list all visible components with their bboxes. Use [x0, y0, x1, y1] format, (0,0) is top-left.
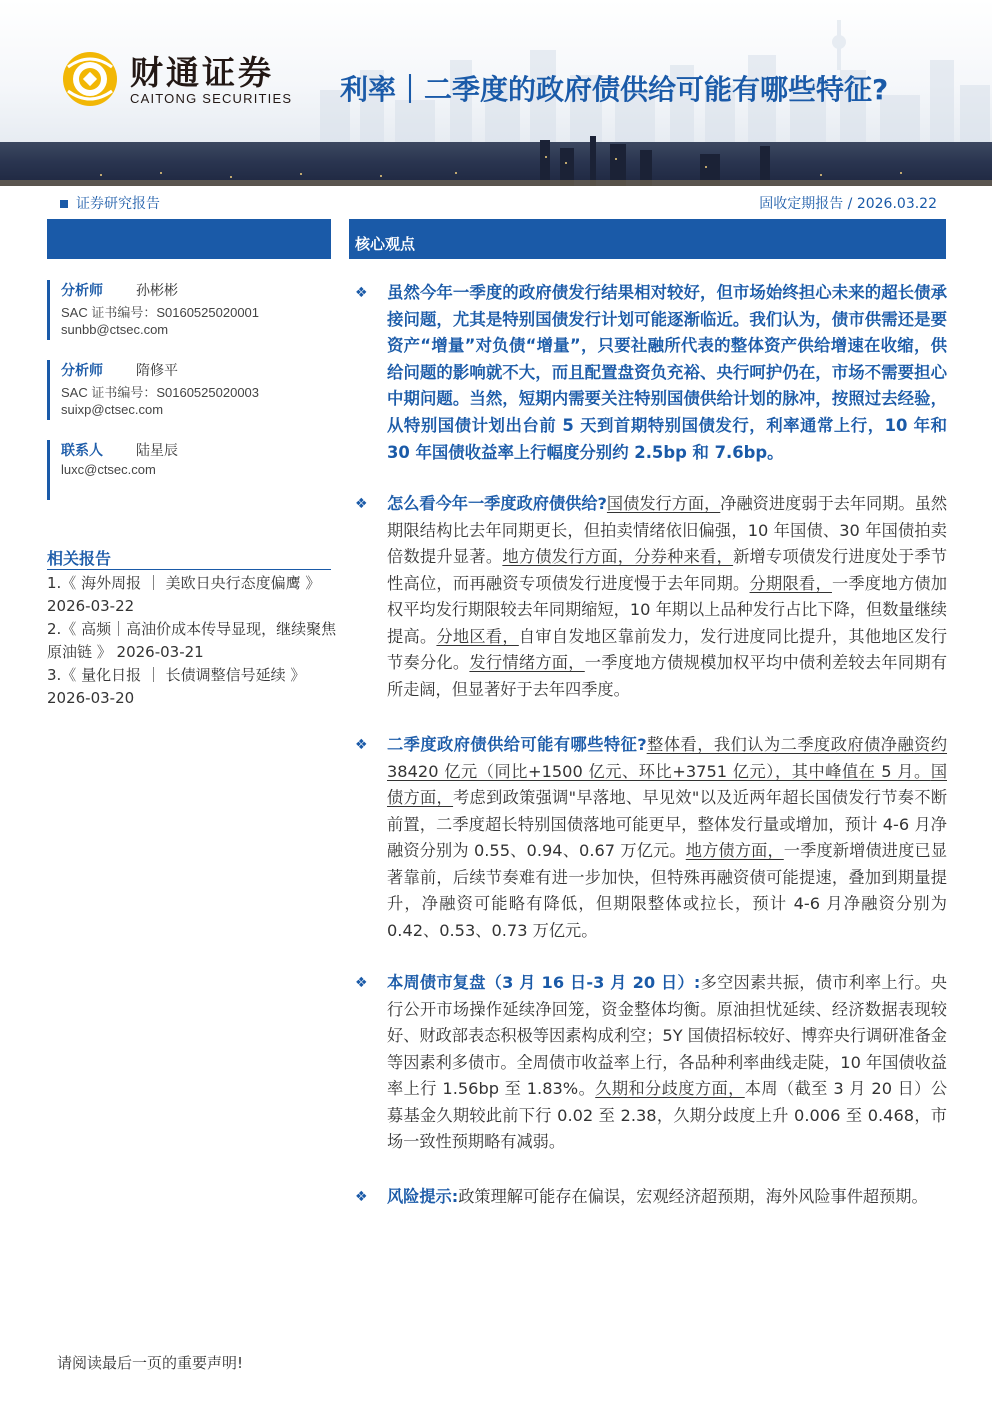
- report-type-label: 证券研究报告: [76, 196, 160, 212]
- related-report-date: 2026-03-22: [47, 597, 135, 615]
- contact-card: [47, 440, 337, 500]
- paragraph-text: 政策理解可能存在偏误，宏观经济超预期，海外风险事件超预期。: [458, 1187, 928, 1206]
- section-heading: 二季度政府债供给可能有哪些特征?: [387, 735, 647, 754]
- diamond-bullet-icon: ❖: [355, 1189, 368, 1205]
- underlined-phrase: 发行情绪方面，: [469, 653, 585, 672]
- paragraph-text: 考虑到政策强调"早落地、早见效"以及近两年超长国债发行节奏不断前置，二季度超长特别国债落地可能更早，整体发行量或增加，预计 4-6 月净融资分别为 0.55、0.94、0.67 万亿元。: [387, 788, 948, 860]
- q2-supply-paragraph: [355, 732, 947, 944]
- underlined-phrase: 国债方面，: [387, 761, 947, 807]
- analyst-name: 孙彬彬: [136, 283, 178, 299]
- core-view-section: [355, 280, 947, 466]
- paragraph-text: 一季度新增债进度已显著靠前，后续节奏难有进一步加快，但特殊再融资债可能提速，叠加到期量提升，净融资可能略有降低，但期限整体或拉长，预计 4-6 月净融资分别为 0.42、0.53、0.73 万亿元。: [387, 841, 948, 940]
- analyst-role: 分析师: [61, 283, 103, 299]
- weekly-review-paragraph: [355, 970, 947, 1156]
- q2-supply-section: [355, 732, 947, 944]
- contact-email[interactable]: luxc@ctsec.com: [61, 462, 156, 477]
- related-report-title: 1.《 海外周报 ｜ 美欧日央行态度偏鹰 》: [47, 574, 321, 592]
- contact-name: 陆星辰: [136, 443, 178, 459]
- underlined-phrase: 分地区看，: [436, 626, 519, 646]
- contact-role: 联系人: [61, 443, 103, 459]
- analyst-email[interactable]: suixp@ctsec.com: [61, 402, 164, 417]
- underlined-phrase: 国债发行方面，: [606, 494, 721, 513]
- q1-supply-paragraph: [355, 491, 947, 703]
- analyst-name: 隋修平: [136, 363, 178, 379]
- related-report-date: 2026-03-20: [47, 689, 135, 707]
- sub-header: [0, 188, 992, 214]
- related-reports-list: [47, 572, 337, 710]
- core-view-paragraph: [355, 280, 947, 466]
- analyst-role: 分析师: [61, 363, 103, 379]
- underlined-phrase: 整体看，我们认为二季度政府债净融资约 38420 亿元（同比+1500 亿元、环比+3751 亿元），其中峰值在 5 月。: [387, 735, 948, 781]
- related-report-title: 3.《 量化日报 ｜ 长债调整信号延续 》: [47, 666, 306, 684]
- section-heading: 本周债市复盘（3 月 16 日-3 月 20 日）:: [387, 973, 701, 992]
- company-logo: [60, 45, 300, 111]
- square-bullet-icon: [60, 200, 68, 208]
- analyst-email[interactable]: sunbb@ctsec.com: [61, 322, 169, 337]
- related-report-date: 原油链 》 2026-03-21: [47, 643, 204, 661]
- analyst-card: [47, 360, 337, 420]
- paragraph-text: 一季度地方债加权平均发行期限较去年同期缩短，10 年期以上品种发行占比下降，但数量继续提高。: [387, 573, 948, 646]
- report-title: 利率｜二季度的政府债供给可能有哪些特征?: [340, 73, 889, 106]
- report-category-date: 固收定期报告 / 2026.03.22: [759, 196, 937, 212]
- related-report-item[interactable]: [47, 664, 337, 710]
- caitong-logo-icon: [60, 49, 120, 109]
- paragraph-text: 一季度地方债规模加权平均中债利差较去年同期有所走阔，但显著好于去年四季度。: [387, 653, 948, 699]
- paragraph-text: 自审自发地区靠前发力，发行进度同比提升，其他地区发行节奏分化。: [387, 626, 948, 672]
- q1-supply-section: [355, 491, 947, 703]
- underlined-phrase: 地方债发行方面，分券种来看，: [502, 547, 734, 566]
- night-skyline-illustration: [0, 136, 992, 186]
- diamond-bullet-icon: ❖: [355, 975, 368, 991]
- diamond-bullet-icon: ❖: [355, 737, 368, 753]
- sidebar-header-bar: [47, 219, 331, 259]
- footer-disclaimer-note: 请阅读最后一页的重要声明!: [57, 1354, 244, 1372]
- core-view-label: 核心观点: [355, 235, 416, 253]
- paragraph-text: 新增专项债发行进度处于季节性高位，而再融资专项债发行进度慢于去年同期。: [387, 547, 948, 593]
- weekly-review-section: [355, 970, 947, 1156]
- risk-section: [355, 1184, 947, 1211]
- analyst-sac-number: SAC 证书编号：S0160525020003: [61, 385, 260, 400]
- analyst-card: [47, 280, 337, 340]
- analyst-sac-number: SAC 证书编号：S0160525020001: [61, 305, 260, 320]
- related-report-item[interactable]: [47, 618, 337, 664]
- paragraph-text: 多空因素共振，债市利率上行。央行公开市场操作延续净回笼，资金整体均衡。原油担忧延续、经济数据表现较好、财政部表态积极等因素构成利空；5Y 国债招标较好、博弈央行调研准备金等因素利多债市。全周债市收益率上行，各品种利率曲线走陡，10 年国债收益率上行 1.56bp 至 1.83%。: [387, 973, 947, 1098]
- logo-english-name: CAITONG SECURITIES: [130, 91, 293, 106]
- section-heading: 风险提示:: [387, 1187, 459, 1206]
- core-view-bar: [349, 219, 946, 259]
- core-view-text: 虽然今年一季度的政府债发行结果相对较好，但市场始终担心未来的超长债承接问题，尤其是特别国债发行计划可能逐渐临近。我们认为，债市供需还是要资产“增量”对负债“增量”，只要社融所代表的整体资产供给增速在收缩，供给问题的影响就不大，而且配置盘资负充裕、央行呵护仍在，市场不需要担心中期问题。当然，短期内需要关注特别国债供给计划的脉冲，按照过去经验，从特别国债计划出台前 5 天到首期特别国债发行，利率通常上行，10 年和 30 年国债收益率上行幅度分别约 2.5bp 和 7.6bp。: [387, 283, 947, 462]
- diamond-bullet-icon: ❖: [355, 496, 368, 512]
- underlined-phrase: 地方债方面，: [685, 841, 784, 860]
- diamond-bullet-icon: ❖: [355, 285, 368, 301]
- underlined-phrase: 分期限看，: [749, 573, 832, 593]
- risk-paragraph: [355, 1184, 947, 1211]
- paragraph-text: 净融资进度弱于去年同期。虽然期限结构比去年同期更长，但拍卖情绪依旧偏强，10 年国债、30 年国债拍卖倍数提升显著。: [387, 494, 948, 566]
- related-report-title: 2.《 高频｜高油价成本传导显现，继续聚焦: [47, 620, 337, 638]
- related-report-item[interactable]: [47, 572, 337, 618]
- related-reports-divider: [47, 569, 331, 570]
- report-type-tag: [60, 193, 160, 213]
- related-reports-title: 相关报告: [47, 549, 112, 568]
- underlined-phrase: 久期和分歧度方面，: [595, 1079, 745, 1098]
- section-heading: 怎么看今年一季度政府债供给?: [387, 494, 607, 513]
- paragraph-text: 本周（截至 3 月 20 日）公募基金久期较此前下行 0.02 至 2.38，久期分歧度上升 0.006 至 0.468，市场一致性预期略有减弱。: [387, 1079, 948, 1151]
- logo-chinese-name: 财通证券: [130, 53, 274, 92]
